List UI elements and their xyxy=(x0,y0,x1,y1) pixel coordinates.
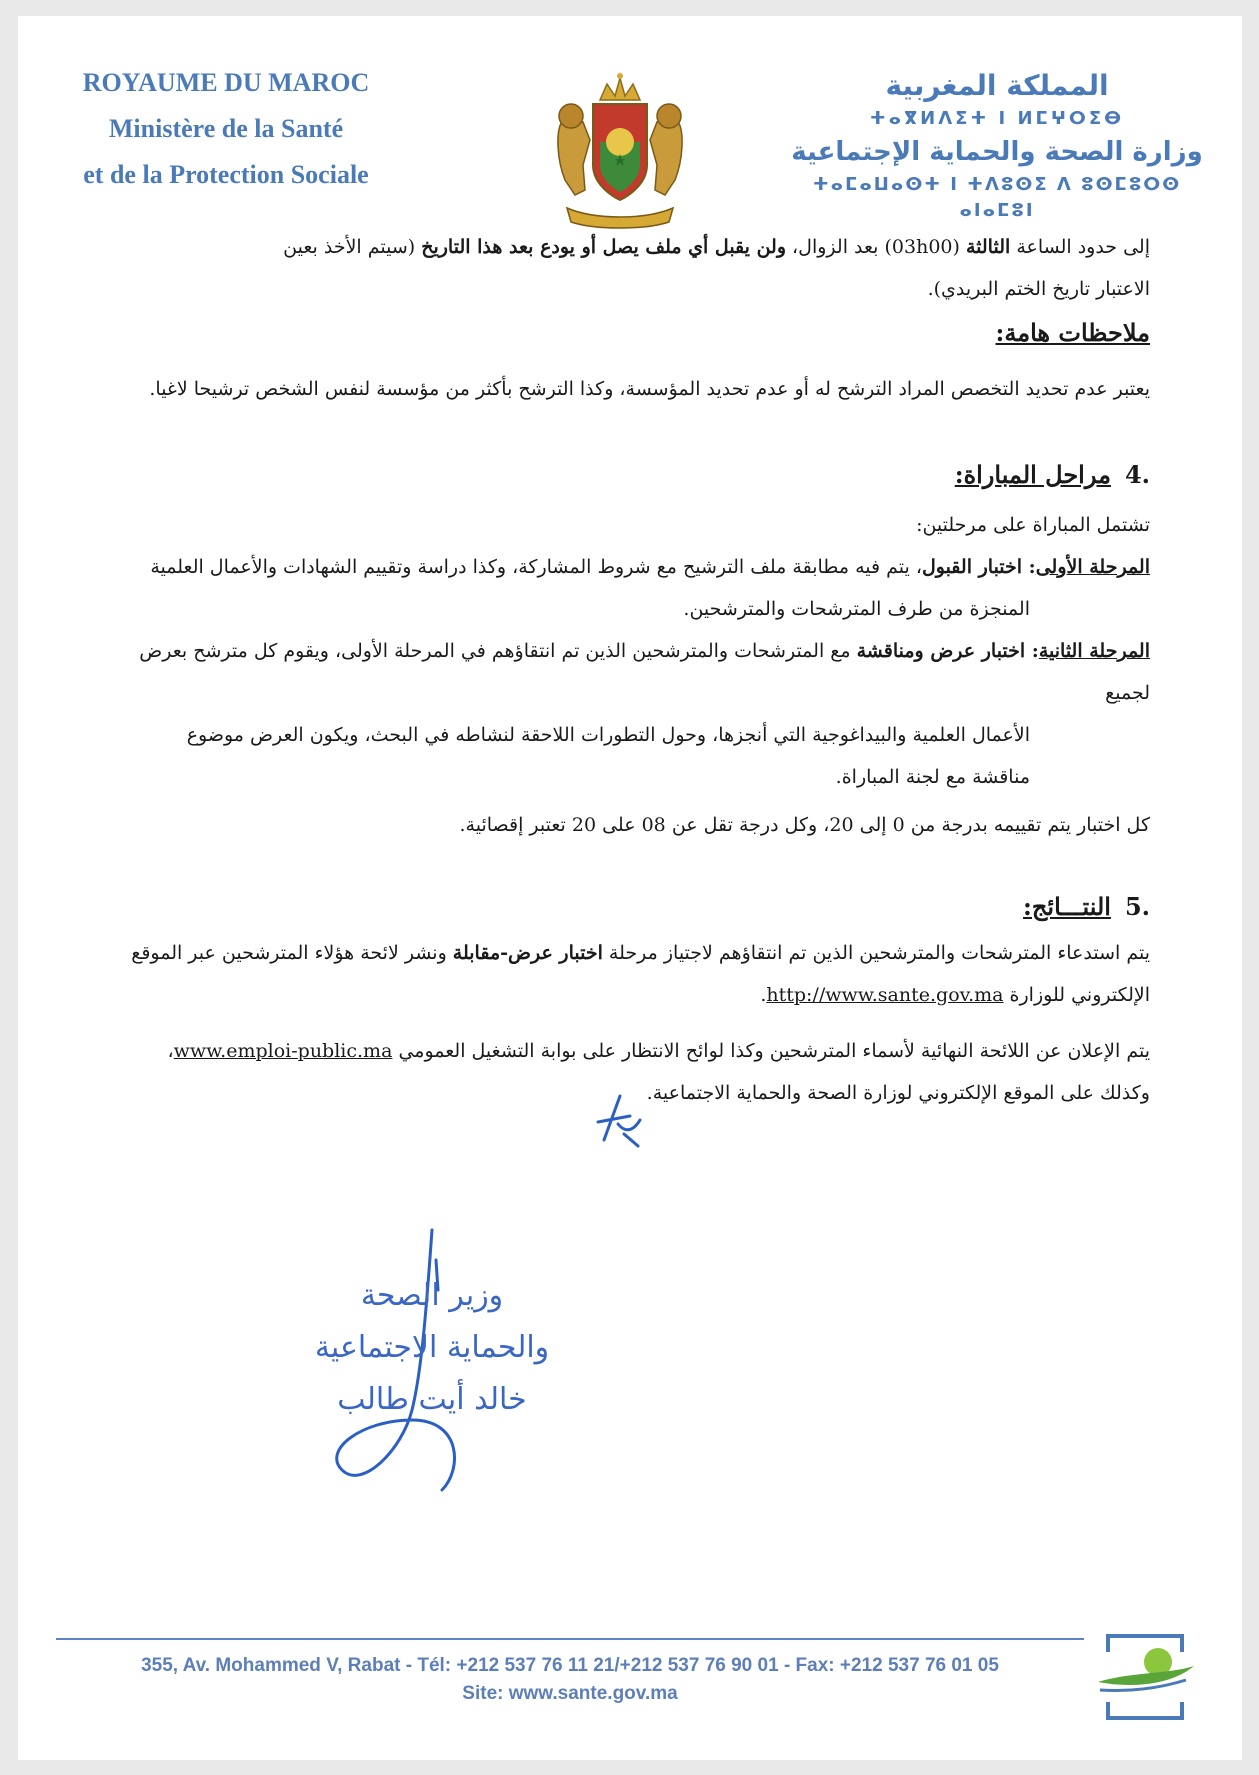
ministry-fr-line1: Ministère de la Santé xyxy=(108,114,344,143)
arabic-header xyxy=(777,66,1217,224)
intro-text-post: (سيتم الأخذ بعين xyxy=(283,236,422,258)
intro-time: (03h00) xyxy=(884,236,960,258)
shield-icon xyxy=(593,104,647,200)
stage2-text: مع المترشحات والمترشحين الذين تم انتقاؤهم في المرحلة الأولى، ويقوم كل مترشح بعرض لجميع xyxy=(139,640,1150,704)
section4-title: مراحل المباراة: xyxy=(954,460,1111,489)
stage2-paragraph: المرحلة الثانية: اختبار عرض ومناقشة مع المترشحات والمترشحين الذين تم انتقاؤهم في المرحلة الأولى، ويقوم كل مترشح بعرض لجميع الأعمال العلمية والبيداغوجية التي أنجزها، وحول التطورات اللاحقة لنشاطه في البحث، ويكون العرض موضوع مناقشة مع لجنة المباراة. xyxy=(139,640,1150,788)
stage2-text3: مناقشة مع لجنة المباراة. xyxy=(835,766,1030,788)
footer-address: 355, Av. Mohammed V, Rabat - Tél: +212 537 76 11 21/+212 537 76 90 01 - Fax: +212 537 76 01 05 xyxy=(141,1655,999,1676)
stage1-label: المرحلة الأولى xyxy=(1035,556,1150,578)
signature-title-line2: والحماية الاجتماعية xyxy=(314,1330,550,1365)
initials-mark-icon xyxy=(590,1090,650,1150)
coat-of-arms-emblem xyxy=(545,70,695,230)
ribbon-icon xyxy=(567,208,673,228)
stage2-name: اختبار عرض ومناقشة xyxy=(856,640,1026,662)
section5-title: النتـــائج: xyxy=(1023,892,1111,921)
stage1-name: اختبار القبول xyxy=(921,556,1023,578)
results-paragraph-2: يتم الإعلان عن اللائحة النهائية لأسماء المترشحين وكذا لوائح الانتظار على بوابة التشغيل العمومي www.emploi-public.ma، وكذلك على الموقع الإلكتروني لوزارة الصحة والحماية الاجتماعية. xyxy=(167,1040,1150,1104)
french-header xyxy=(36,60,416,198)
signature-name: خالد أيت طالب xyxy=(337,1382,527,1417)
results-text-post: ونشر لائحة هؤلاء المترشحين عبر الموقع xyxy=(131,942,453,964)
ministry-ar: وزارة الصحة والحماية الإجتماعية xyxy=(791,137,1203,167)
emploi-public-link[interactable]: www.emploi-public.ma xyxy=(173,1040,393,1062)
document-body xyxy=(110,226,1150,1114)
stage2-text2: الأعمال العلمية والبيداغوجية التي أنجزها، وحول التطورات اللاحقة لنشاطه في البحث، ويكون العرض موضوع xyxy=(186,724,1030,746)
intro-text-line2: الاعتبار تاريخ الختم البريدي). xyxy=(927,278,1150,300)
ministry-website-link[interactable]: http://www.sante.gov.ma xyxy=(766,984,1004,1006)
section4-intro: تشتمل المباراة على مرحلتين: xyxy=(916,514,1150,536)
footer xyxy=(56,1652,1084,1708)
signature-title-line1: وزير الصحة xyxy=(360,1278,504,1313)
crown-icon xyxy=(600,73,640,100)
kingdom-ar: المملكة المغربية xyxy=(885,69,1109,102)
ministry-logo-icon xyxy=(1090,1622,1200,1732)
final-list-text-line2: وكذلك على الموقع الإلكتروني لوزارة الصحة والحماية الاجتماعية. xyxy=(646,1082,1150,1104)
results-paragraph-1: يتم استدعاء المترشحات والمترشحين الذين تم انتقاؤهم لاجتياز مرحلة اختبار عرض-مقابلة ونشر لائحة هؤلاء المترشحين عبر الموقع الإلكتروني للوزارة http://www.sante.gov.ma. xyxy=(131,942,1150,1006)
stage2-label: المرحلة الثانية xyxy=(1038,640,1150,662)
notes-text: يعتبر عدم تحديد التخصص المراد الترشح له أو عدم تحديد المؤسسة، وكذا الترشح بأكثر من مؤسسة لنفس الشخص ترشيحا لاغيا. xyxy=(149,378,1150,400)
minister-signature-block xyxy=(262,1270,602,1426)
footer-divider xyxy=(56,1638,1084,1640)
lion-right-icon xyxy=(650,104,682,195)
results-text: يتم استدعاء المترشحات والمترشحين الذين تم انتقاؤهم لاجتياز مرحلة xyxy=(602,942,1150,964)
section4-heading xyxy=(110,454,1150,496)
intro-deadline-warning: ولن يقبل أي ملف يصل أو يودع بعد هذا التاريخ xyxy=(421,236,786,258)
final-list-text: يتم الإعلان عن اللائحة النهائية لأسماء المترشحين وكذا لوائح الانتظار على بوابة التشغيل العمومي xyxy=(392,1040,1150,1062)
stage1-paragraph: المرحلة الأولى: اختبار القبول، يتم فيه مطابقة ملف الترشيح مع شروط المشاركة، وكذا دراسة وتقييم الشهادات والأعمال العلمية المنجزة من طرف المترشحات والمترشحين. xyxy=(150,556,1150,620)
lion-left-icon xyxy=(558,104,590,195)
notes-heading xyxy=(110,312,1150,354)
stage1-text2: المنجزة من طرف المترشحات والمترشحين. xyxy=(683,598,1030,620)
grading-rule: كل اختبار يتم تقييمه بدرجة من 0 إلى 20، وكل درجة تقل عن 08 على 20 تعتبر إقصائية. xyxy=(459,814,1150,836)
section4-number: 4. xyxy=(1124,460,1150,489)
section5-heading xyxy=(110,886,1150,928)
results-text-line2: الإلكتروني للوزارة xyxy=(1003,984,1150,1006)
section5-number: 5. xyxy=(1124,892,1150,921)
footer-site[interactable]: Site: www.sante.gov.ma xyxy=(462,1683,678,1704)
stage1-text: ، يتم فيه مطابقة ملف الترشيح مع شروط المشاركة، وكذا دراسة وتقييم الشهادات والأعمال العلمية xyxy=(150,556,922,578)
notes-title: ملاحظات هامة: xyxy=(995,318,1150,347)
results-bold: اختبار عرض-مقابلة xyxy=(452,942,603,964)
kingdom-fr: ROYAUME DU MAROC xyxy=(82,68,370,97)
intro-text-mid: بعد الزوال، xyxy=(786,236,885,258)
intro-bold-hour: الثالثة xyxy=(965,236,1011,258)
intro-paragraph xyxy=(110,226,1150,310)
ministry-fr-line2: et de la Protection Sociale xyxy=(83,160,369,189)
kingdom-tifinagh: ⵜⴰⴳⵍⴷⵉⵜ ⵏ ⵍⵎⵖⵔⵉⴱ xyxy=(869,108,1125,129)
ministry-tifinagh: ⵜⴰⵎⴰⵡⴰⵙⵜ ⵏ ⵜⴷⵓⵙⵉ ⴷ ⵓⵙⵎⵓⵔⵙ ⴰⵏⴰⵎⵓⵏ xyxy=(812,174,1182,221)
intro-text: إلى حدود الساعة xyxy=(1010,236,1150,258)
